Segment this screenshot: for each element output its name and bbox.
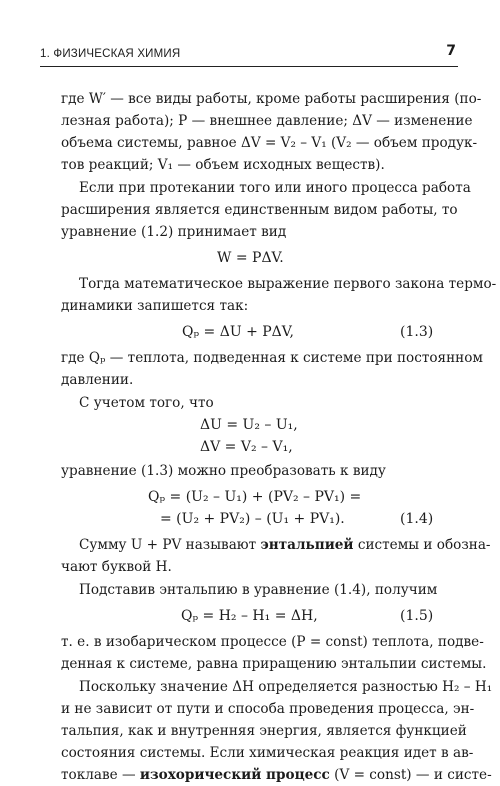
text-line: уравнение (1.3) можно преобразовать к виду [61,463,386,479]
text-line: тальпия, как и внутренняя энергия, является функцией [61,723,467,739]
equation-delta-u: ΔU = U₂ – U₁, [200,417,298,433]
equation-number: (1.5) [400,608,434,624]
running-header [40,40,458,67]
text-run: (V = const) — и систе- [329,767,492,783]
text-line: лезная работа); P — внешнее давление; ΔV — изменение [61,113,473,129]
text-line [61,764,492,786]
text-line: уравнение (1.2) принимает вид [61,224,287,240]
chapter-title: 1. ФИЗИЧЕСКАЯ ХИМИЯ [40,48,181,60]
equation-number: (1.4) [400,511,434,527]
equation-work: W = PΔV. [217,250,284,266]
text-line: объема системы, равное ΔV = V₂ – V₁ (V₂ — объем продук- [61,135,478,151]
text-line: динамики запишется так: [61,298,249,314]
equation-1-4-line1: Qₚ = (U₂ – U₁) + (PV₂ – PV₁) = [148,489,362,505]
page-number: 7 [446,43,456,59]
text-line: и не зависит от пути и способа проведения процесса, эн- [61,701,475,717]
text-run: токлаве — [61,767,140,783]
text-line [79,534,491,556]
text-line: давлении. [61,372,134,388]
term-isochoric: изохорический процесс [139,767,330,783]
text-line: чают буквой H. [61,559,172,575]
text-line: где Qₚ — теплота, подведенная к системе при постоянном [61,350,484,366]
text-line: тов реакций; V₁ — объем исходных веществ). [61,157,385,173]
equation-1-5: Qₚ = H₂ – H₁ = ΔH, [181,608,318,624]
text-line: Тогда математическое выражение первого закона термо- [79,276,497,292]
text-run: системы и обозна- [353,537,491,553]
text-line: денная к системе, равна приращению энтальпии системы. [61,656,487,672]
text-run: Сумму U + PV называют [79,537,261,553]
equation-1-3: Qₚ = ΔU + PΔV, [182,324,294,340]
text-line: расширения является единственным видом работы, то [61,202,458,218]
text-line: С учетом того, что [79,395,214,411]
equation-1-4-line2: = (U₂ + PV₂) – (U₁ + PV₁). [160,511,345,527]
term-enthalpy: энтальпией [260,537,354,553]
text-line: где W′ — все виды работы, кроме работы расширения (по- [61,91,482,107]
equation-number: (1.3) [400,324,434,340]
text-line: Поскольку значение ΔH определяется разностью H₂ – H₁ [79,679,493,695]
text-line: Если при протекании того или иного процесса работа [79,180,471,196]
text-line: Подставив энтальпию в уравнение (1.4), получим [79,582,438,598]
text-line: т. е. в изобарическом процессе (P = const) теплота, подве- [61,634,484,650]
text-line: состояния системы. Если химическая реакция идет в ав- [61,745,474,761]
equation-delta-v: ΔV = V₂ – V₁, [200,439,293,455]
